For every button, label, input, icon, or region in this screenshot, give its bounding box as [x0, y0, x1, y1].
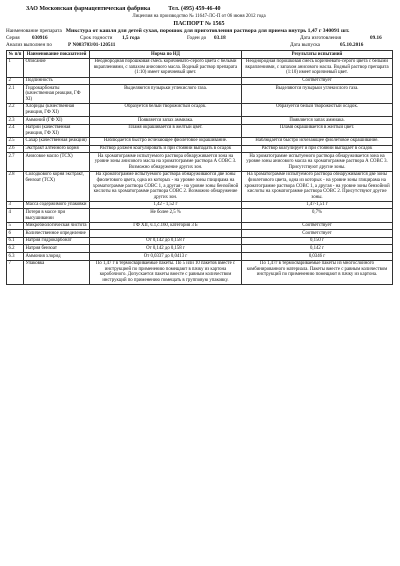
table-row: [7, 201, 393, 209]
row-name: Сахар (качественная реакция): [24, 137, 90, 145]
row-norm: От 0,142 до 0,158 г: [90, 237, 242, 245]
table-row: [7, 171, 393, 201]
table-row: [7, 209, 393, 222]
row-result: Образуется белый творожистый осадок.: [242, 103, 393, 116]
row-norm: По 1,47 г в термосвариваемые пакеты. По 5 или 10 пакетов вместе с инструкцией по применению помещают в пачку из картона коробочного. Допускается пакеты вместе с равным количеством инструкций по применению помещать в групповую упаковку.: [90, 260, 242, 284]
company-phone: Тел. (495) 459-46-40: [168, 6, 221, 12]
row-number: 6.1: [7, 237, 24, 245]
valid-value: 03.18: [214, 35, 226, 41]
company-name: ЗАО Московская фармацевтическая фабрика: [26, 6, 151, 12]
table-row: [7, 103, 393, 116]
header-result: Результаты испытаний: [242, 51, 393, 59]
row-norm: От 0,0337 до 0,0413 г: [90, 253, 242, 261]
row-result: Соответствует: [242, 222, 393, 230]
row-number: 6: [7, 230, 24, 238]
row-norm: Образуется белый творожистый осадок.: [90, 103, 242, 116]
row-norm: Не более 2,5 %: [90, 209, 242, 222]
row-result: Соответствует: [242, 77, 393, 85]
series-label: Серия: [6, 35, 20, 41]
series-row: [6, 35, 392, 42]
row-result: 1,47-1,51 г: [242, 201, 393, 209]
row-result: По 1,47г в термосвариваемые пакеты из многослойного комбинированного материала. Пакеты вместе с равным количеством инструкций по применению помещают в пачку из картона.: [242, 260, 393, 284]
table-row: [7, 253, 393, 261]
row-name: Натрия гидрокарбонат: [24, 237, 90, 245]
row-result: На хроматограмме испытуемого раствора обнаруживается зона на уровне зоны анисового масла на хроматограмме раствора А СОВС 3. Присутствуют другие зоны.: [242, 153, 393, 172]
row-number: 3: [7, 201, 24, 209]
row-name: Количественное определение: [24, 230, 90, 238]
document-header: [6, 6, 392, 48]
row-norm: 1,42 - 1,52 г: [90, 201, 242, 209]
row-result: На хроматограмме испытуемого раствора обнаруживаются две зоны фиолетового цвета, одна из которых - на уровне зоны глицирама на хроматограмме раствора СОВС 1, а другая - на уровне зоны бензойной кислоты на хроматограмме раствора СОВС 2. Присутствуют другие зоны.: [242, 171, 393, 201]
issue-value: 05.10.2016: [340, 41, 364, 48]
row-norm: Появляется запах аммиака.: [90, 117, 242, 125]
shelf-label: Срок годности: [80, 35, 113, 41]
row-number: 1: [7, 58, 24, 77]
row-name: Солодкового корня экстракт, бензоат (ТСХ): [24, 171, 90, 201]
row-number: 5: [7, 222, 24, 230]
row-number: 2.4: [7, 124, 24, 137]
row-name: Натрия бензоат: [24, 245, 90, 253]
row-number: 2.2: [7, 103, 24, 116]
row-result: Пламя окрашивается в желтый цвет.: [242, 124, 393, 137]
row-result: 0,7%: [242, 209, 393, 222]
table-row: [7, 245, 393, 253]
row-number: 2.8: [7, 171, 24, 201]
table-row: [7, 230, 393, 238]
passport-title: ПАСПОРТ № 1565: [173, 21, 225, 27]
table-row: [7, 222, 393, 230]
row-number: 2.5: [7, 137, 24, 145]
row-number: 2.3: [7, 117, 24, 125]
row-number: 6.2: [7, 245, 24, 253]
test-results-table: [6, 50, 393, 285]
license-line: Лицензия на производство № 11647-ЛС-П от 06 июня 2012 года: [132, 14, 266, 19]
table-row: [7, 58, 393, 77]
row-name: Аммоний (ГФ XI): [24, 117, 90, 125]
row-result: Неоднородная порошковая смесь коричневато-серого цвета с белыми вкраплениями, с запахом анисового масла. Водный раствор препарата (1:10) имеет коричневый цвет.: [242, 58, 393, 77]
valid-label: Годен до: [187, 35, 207, 41]
analysis-label: Анализ выполнен по: [6, 41, 52, 48]
row-result: Соответствует: [242, 230, 393, 238]
row-name: Масса содержимого упаковки: [24, 201, 90, 209]
row-name: Упаковка: [24, 260, 90, 284]
table-row: [7, 237, 393, 245]
issue-label: Дата выпуска: [290, 41, 320, 48]
header-norm: Норма по НД: [90, 51, 242, 59]
row-norm: Пламя окрашивается в желтый цвет.: [90, 124, 242, 137]
table-row: [7, 260, 393, 284]
row-norm: На хроматограмме испытуемого раствора обнаруживается зона на уровне зоны анисового масла на хроматограмме раствора А СОВС 3. Возможно обнаружение других зон.: [90, 153, 242, 172]
header-name: Наименование показателей: [24, 51, 90, 59]
made-value: 09.16: [370, 35, 382, 41]
row-norm: [90, 77, 242, 85]
row-name: Описание: [24, 58, 90, 77]
analysis-value: Р N003703/01-120511: [68, 41, 116, 48]
row-name: Гидрокарбонаты (качественная реакция, ГФ XI): [24, 85, 90, 104]
table-row: [7, 124, 393, 137]
row-name: Экстракт алтейного корня: [24, 145, 90, 153]
preparation-name: Микстура от кашля для детей сухая, порошок для приготовления раствора для приема внутрь 1,47 г 340091 шт.: [65, 28, 350, 34]
row-norm: От 0,142 до 0,158 г: [90, 245, 242, 253]
row-name: Натрий (качественная реакция, ГФ XI): [24, 124, 90, 137]
row-result: Появляется запах аммиака.: [242, 117, 393, 125]
header-number: № п/п: [7, 51, 24, 59]
table-header-row: [7, 51, 393, 59]
row-norm: Выделяются пузырьки углекислого газа.: [90, 85, 242, 104]
row-result: 0,142 г: [242, 245, 393, 253]
table-row: [7, 85, 393, 104]
row-name: Потеря в массе при высушивании: [24, 209, 90, 222]
analysis-row: [6, 42, 392, 49]
preparation-label: Наименование препарата: [6, 28, 62, 34]
table-row: [7, 145, 393, 153]
preparation-row: [6, 28, 392, 35]
row-name: Хлориды (качественная реакция, ГФ XI): [24, 103, 90, 116]
table-row: [7, 117, 393, 125]
made-label: Дата изготовления: [300, 35, 341, 41]
table-row: [7, 153, 393, 172]
table-row: [7, 137, 393, 145]
row-name: Подлинность: [24, 77, 90, 85]
company-line: [6, 6, 392, 13]
row-norm: На хроматограмме испытуемого раствора обнаруживаются две зоны фиолетового цвета, одна из которых - на уровне зоны глицирама на хроматограмме раствора СОВС 1, а другая - на уровне зоны бензойной кислоты на хроматограмме раствора СОВС 2. Возможно обнаружение других зон.: [90, 171, 242, 201]
row-name: Аммония хлорид: [24, 253, 90, 261]
row-name: Микробиологическая чистота: [24, 222, 90, 230]
row-norm: Неоднородная порошковая смесь коричневато-серого цвета с белыми вкраплениями, с запахом анисового масла. Водный раствор препарата (1:10) имеет коричневый цвет.: [90, 58, 242, 77]
shelf-value: 1,5 года: [122, 35, 140, 41]
row-result: Наблюдается быстро исчезающее фиолетовое окрашивание.: [242, 137, 393, 145]
row-number: 2.7: [7, 153, 24, 172]
row-number: 7: [7, 260, 24, 284]
row-norm: Наблюдается быстро исчезающее фиолетовое окрашивание.: [90, 137, 242, 145]
table-row: [7, 77, 393, 85]
table-body: [7, 58, 393, 284]
row-norm: [90, 230, 242, 238]
series-value: 030916: [32, 35, 48, 41]
row-norm: Раствор должен коагулировать и при стоянии выпадать в осадок: [90, 145, 242, 153]
row-number: 6.3: [7, 253, 24, 261]
row-name: Анисовое масло (ТСХ): [24, 153, 90, 172]
row-norm: ГФ XII, ч.1,с.160, категория 3 Б: [90, 222, 242, 230]
row-number: 2: [7, 77, 24, 85]
row-result: 0,150 г: [242, 237, 393, 245]
row-number: 4: [7, 209, 24, 222]
row-result: Раствор коагулирует и при стоянии выпадает в осадок: [242, 145, 393, 153]
row-number: 2.6: [7, 145, 24, 153]
row-result: 0,0346 г: [242, 253, 393, 261]
row-result: Выделяются пузырьки углекислого газа.: [242, 85, 393, 104]
row-number: 2.1: [7, 85, 24, 104]
